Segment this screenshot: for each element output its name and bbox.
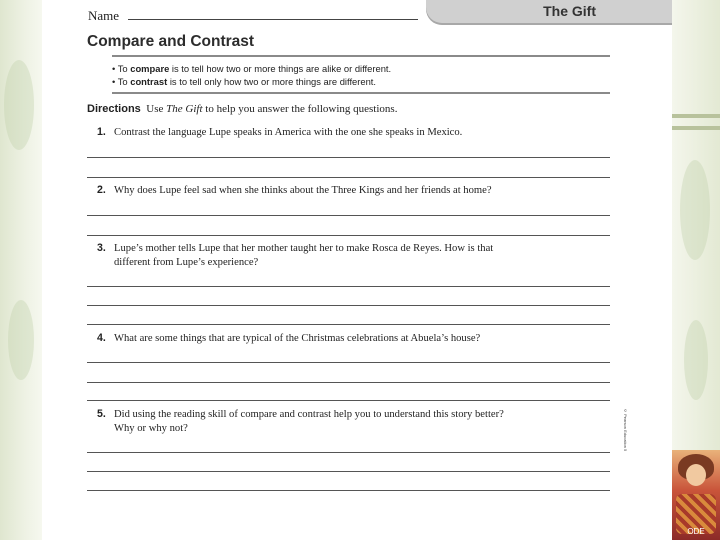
answer-line[interactable] xyxy=(87,400,610,401)
page-title: Compare and Contrast xyxy=(87,33,255,50)
answer-line[interactable] xyxy=(87,235,610,236)
answer-line[interactable] xyxy=(87,324,610,325)
bullets-rule xyxy=(112,92,610,94)
name-line xyxy=(128,19,418,20)
answer-line[interactable] xyxy=(87,382,610,383)
answer-line[interactable] xyxy=(87,452,610,453)
question-3: 3. Lupe’s mother tells Lupe that her mother taught her to make Rosca de Reyes. How is that different from Lupe’s experience? xyxy=(97,242,494,268)
copyright-notice: © Pearson Education 5 xyxy=(623,408,628,452)
answer-line[interactable] xyxy=(87,157,610,158)
decorative-leaf xyxy=(684,320,708,400)
answer-line[interactable] xyxy=(87,362,610,363)
decorative-leaf xyxy=(4,60,34,150)
answer-line[interactable] xyxy=(87,305,610,306)
directions: Directions Use The Gift to help you answer the following questions. xyxy=(87,103,398,115)
decorative-stripe xyxy=(672,114,720,118)
question-4: 4. What are some things that are typical of the Christmas celebrations at Abuela’s house? xyxy=(97,332,481,344)
character-face xyxy=(686,464,706,486)
bullet-compare: • To compare is to tell how two or more things are alike or different. xyxy=(112,63,392,74)
answer-line[interactable] xyxy=(87,490,610,491)
question-5: 5. Did using the reading skill of compare and contrast help you to understand this story better? Why or why not? xyxy=(97,408,504,434)
thumbnail-caption: ODE xyxy=(687,527,705,536)
answer-line[interactable] xyxy=(87,177,610,178)
answer-line[interactable] xyxy=(87,471,610,472)
decorative-leaf xyxy=(8,300,34,380)
answer-line[interactable] xyxy=(87,215,610,216)
question-1: 1. Contrast the language Lupe speaks in America with the one she speaks in Mexico. xyxy=(97,126,463,138)
worksheet-page xyxy=(42,0,672,540)
illustration-thumbnail[interactable] xyxy=(672,450,720,540)
story-title: The Gift xyxy=(543,3,596,19)
bullet-contrast: • To contrast is to tell only how two or more things are different. xyxy=(112,76,377,87)
heading-rule xyxy=(112,55,610,57)
story-title-tab xyxy=(426,0,672,25)
name-label: Name xyxy=(88,8,120,23)
question-2: 2. Why does Lupe feel sad when she thinks about the Three Kings and her friends at home? xyxy=(97,184,492,196)
decorative-leaf xyxy=(680,160,710,260)
decorative-stripe xyxy=(672,126,720,130)
answer-line[interactable] xyxy=(87,286,610,287)
